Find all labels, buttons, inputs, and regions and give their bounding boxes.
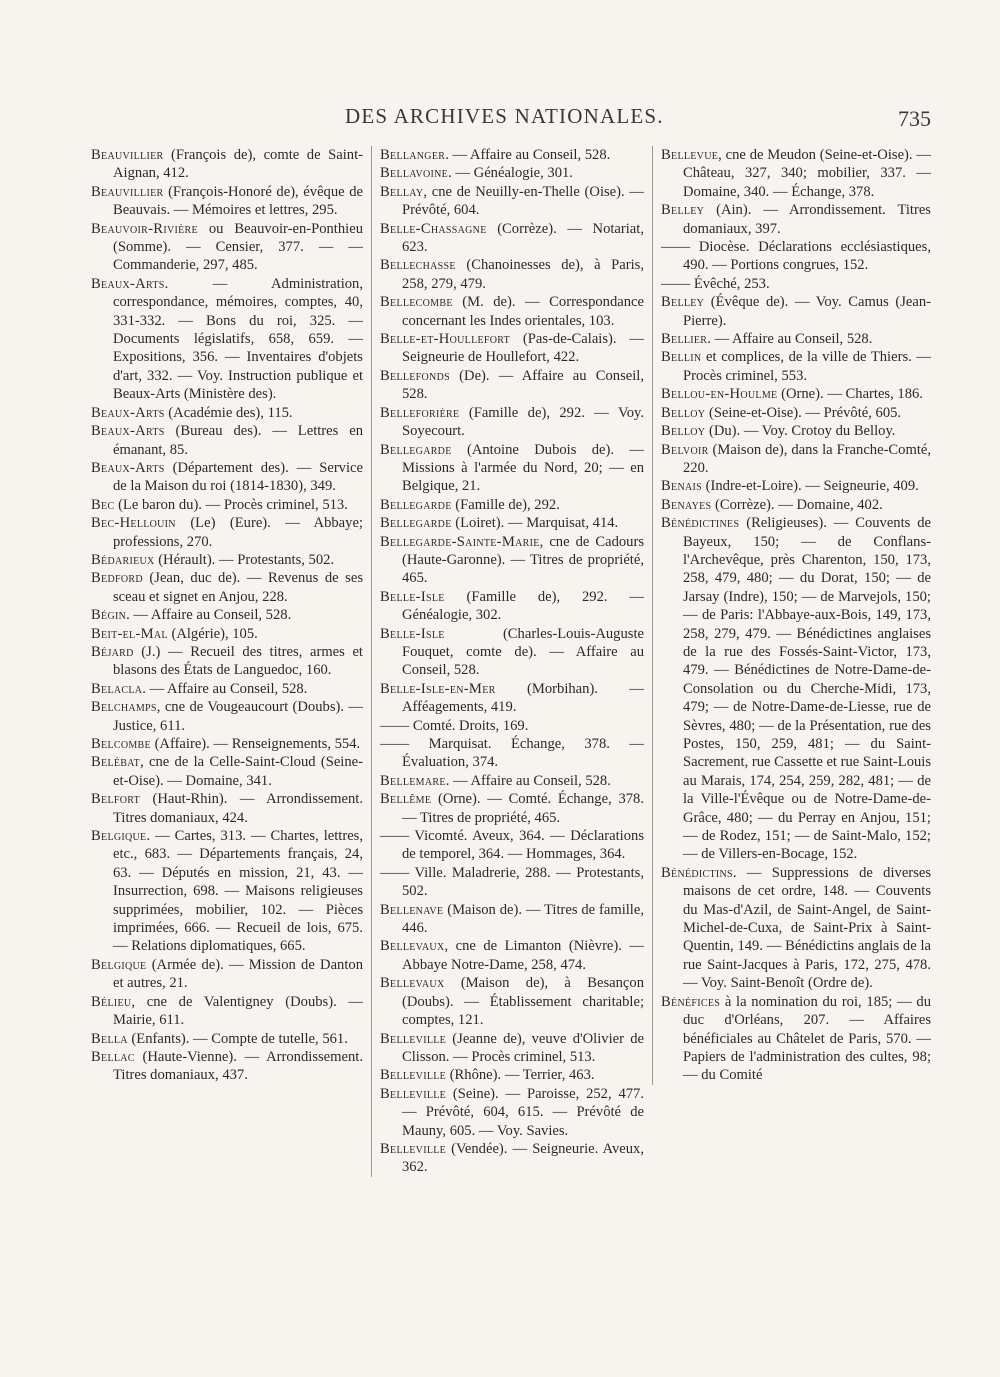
entry-heading: Belleforière — [380, 404, 460, 421]
entry-heading: Belleville — [380, 1085, 447, 1102]
entry-heading: Belchamps — [91, 699, 157, 716]
entry-text: (Ain). — Arrondissement. Titres domaniaux, 397. — [683, 202, 931, 237]
entry-heading: Belley — [661, 294, 705, 311]
entry-heading: Bénéfices — [661, 993, 721, 1010]
entry-heading: Bellegarde — [380, 496, 452, 513]
index-entry — [91, 753, 363, 790]
index-entry — [91, 735, 363, 753]
entry-heading: Bellavoine — [380, 165, 449, 182]
index-entry — [91, 569, 363, 606]
entry-text: (Corrèze). — Domaine, 402. — [711, 496, 883, 513]
index-entry — [380, 937, 644, 974]
index-entry — [91, 514, 363, 551]
index-entry — [91, 698, 363, 735]
entry-heading: Belacla — [91, 680, 143, 697]
index-entry — [91, 606, 363, 624]
index-entry — [91, 993, 363, 1030]
entry-text: , cne de Meudon (Seine-et-Oise). — Château, 327, 340; mobilier, 337. — Domaine, 340. — Échange, 378. — [683, 147, 931, 200]
index-entry — [91, 680, 363, 698]
entry-text: (Famille de), 292. — [451, 496, 560, 513]
entry-text: —— Évêché, 253. — [661, 275, 770, 292]
entry-text: (Famille de), 292. — Voy. Soyecourt. — [402, 404, 644, 440]
entry-text: . — Généalogie, 301. — [448, 165, 573, 182]
entry-text: , cne de Limanton (Nièvre). — Abbaye Notre-Dame, 258, 474. — [402, 938, 644, 973]
index-entry — [661, 293, 931, 330]
entry-text: (Évêque de). — Voy. Camus (Jean-Pierre). — [683, 294, 931, 329]
entry-text: (Orne). — Chartes, 186. — [777, 386, 923, 403]
entry-text: (Seine). — Paroisse, 252, 477. — Prévôté, 604, 615. — Prévôté de Mauny, 605. — Voy. Savies. — [402, 1085, 644, 1139]
entry-text: (Seine-et-Oise). — Prévôté, 605. — [705, 404, 902, 421]
entry-text: (Jeanne de), veuve d'Olivier de Clisson. — Procès criminel, 513. — [402, 1030, 644, 1065]
index-entry — [661, 330, 931, 348]
index-entry — [91, 551, 363, 569]
index-entry — [91, 1048, 363, 1085]
index-entry — [661, 864, 931, 993]
index-entry — [661, 422, 931, 440]
index-entry — [380, 772, 644, 790]
index-entry — [380, 827, 644, 864]
entry-text: (Haut-Rhin). — Arrondissement. Titres domaniaux, 424. — [113, 791, 363, 826]
entry-text: . — Affaire au Conseil, 528. — [707, 331, 873, 348]
entry-text: —— Vicomté. Aveux, 364. — Déclarations de temporel, 364. — Hommages, 364. — [380, 828, 644, 863]
running-title: DES ARCHIVES NATIONALES. — [345, 104, 664, 128]
entry-heading: Bellac — [91, 1048, 135, 1065]
index-entry — [380, 533, 644, 588]
index-entry — [380, 146, 644, 164]
index-entry — [380, 790, 644, 827]
entry-text: (Antoine Dubois de). — Missions à l'armée du Nord, 20; — en Belgique, 21. — [402, 441, 644, 495]
entry-text: (Académie des), 115. — [164, 404, 293, 421]
entry-text: (Maison de). — Titres de famille, 446. — [402, 901, 644, 937]
index-entry — [380, 974, 644, 1029]
index-entry — [661, 496, 931, 514]
entry-heading: Beaux-Arts — [91, 459, 165, 476]
index-entry — [661, 146, 931, 201]
entry-heading: Belgique — [91, 956, 147, 973]
index-entry — [380, 441, 644, 496]
entry-heading: Belle-et-Houllefort — [380, 331, 511, 348]
entry-text: . — Affaire au Conseil, 528. — [142, 680, 308, 697]
entry-text: (Algérie), 105. — [167, 625, 258, 642]
index-entry — [661, 477, 931, 495]
entry-heading: Belle-Chassagne — [380, 220, 487, 237]
entry-heading: Bellemare — [380, 772, 446, 789]
entry-text: (De). — Affaire au Conseil, 528. — [402, 367, 644, 403]
entry-text: , cne de Neuilly-en-Thelle (Oise). — Prévôté, 604. — [402, 183, 644, 219]
entry-text: , cne de Cadours (Haute-Garonne). — Titres de propriété, 465. — [402, 533, 644, 587]
entry-text: (Vendée). — Seigneurie. Aveux, 362. — [402, 1140, 644, 1176]
index-entry — [380, 864, 644, 901]
entry-heading: Bellier — [661, 331, 708, 348]
entry-heading: Bellegarde-Sainte-Marie — [380, 533, 540, 550]
entry-heading: Bec-Hellouin — [91, 515, 176, 532]
entry-text: ou Beauvoir-en-Ponthieu (Somme). — Censier, 377. — — Commanderie, 297, 485. — [113, 220, 363, 274]
entry-heading: Belébat — [91, 754, 141, 771]
index-entry — [380, 256, 644, 293]
entry-heading: Bellevue — [661, 147, 719, 163]
entry-heading: Belle-Isle — [380, 625, 445, 642]
entry-text: . — Affaire au Conseil, 528. — [126, 607, 292, 624]
index-entry — [380, 514, 644, 532]
entry-heading: Beaux-Arts — [91, 423, 165, 440]
entry-text: à la nomination du roi, 185; — du duc d'Orléans, 207. — Affaires bénéficiales au Châtelet de Paris, 570. — Papiers de l'administration des cultes, 98; — du Comité — [683, 993, 931, 1084]
index-entry — [91, 183, 363, 220]
page-header — [0, 104, 1000, 144]
entry-heading: Bélieu — [91, 993, 132, 1010]
entry-text: . — Administration, correspondance, mémoires, comptes, 40, 331-332. — Bons du roi, 325. — Documents législatifs, 658, 659. — Expositions, 356. — Inventaires d'objets d'art, 332. — Voy. Instruction publique et Beaux-Arts (Ministère des). — [113, 275, 363, 403]
entry-heading: Bedford — [91, 570, 143, 587]
index-entry — [91, 275, 363, 404]
entry-heading: Bellin — [661, 349, 702, 366]
index-entry — [661, 201, 931, 238]
entry-text: . — Suppressions de diverses maisons de cet ordre, 148. — Couvents du Mas-d'Azil, de Saint-Angel, de Saint-Michel-de-Cuxa, de Saint-Prix à Saint-Quentin, 149. — Bénédictins anglais de la rue Saint-Jacques à Paris, 172, 275, 478. — Voy. Saint-Benoît (Ordre de). — [683, 864, 931, 992]
entry-heading: Bellegarde — [380, 515, 452, 532]
index-entry — [661, 275, 931, 293]
entry-text: (Charles-Louis-Auguste Fouquet, comte de). — Affaire au Conseil, 528. — [402, 625, 644, 679]
entry-text: (Maison de), à Besançon (Doubs). — Établissement charitable; comptes, 121. — [402, 975, 644, 1029]
entry-heading: Bellay — [380, 183, 424, 200]
entry-heading: Beauvillier — [91, 147, 164, 163]
entry-heading: Benais — [661, 478, 702, 495]
entry-heading: Belloy — [661, 404, 706, 421]
index-entry — [91, 956, 363, 993]
index-entry — [380, 625, 644, 680]
index-entry — [380, 1066, 644, 1084]
index-entry — [91, 1030, 363, 1048]
entry-heading: Béjard — [91, 643, 134, 660]
entry-heading: Beauvillier — [91, 183, 164, 200]
entry-heading: Belley — [661, 202, 705, 219]
entry-text: (Orne). — Comté. Échange, 378. — Titres de propriété, 465. — [402, 791, 644, 826]
entry-heading: Belfort — [91, 791, 141, 808]
entry-heading: Bellevaux — [380, 975, 445, 992]
index-entry — [380, 735, 644, 772]
entry-text: (Jean, duc de). — Revenus de ses sceau et signet en Anjou, 228. — [113, 570, 363, 605]
entry-text: (Armée de). — Mission de Danton et autres, 21. — [113, 956, 363, 992]
entry-text: (Département des). — Service de la Maison du roi (1814-1830), 349. — [113, 459, 363, 495]
index-entry — [91, 827, 363, 956]
entry-text: et complices, de la ville de Thiers. — Procès criminel, 553. — [683, 349, 931, 384]
index-entry — [91, 422, 363, 459]
entry-text: . — Cartes, 313. — Chartes, lettres, etc., 683. — Départements français, 24, 63. — Députés en mission, 21, 43. — Insurrection, 698. — Maisons religieuses supprimées, mobilier, 102. — Pièces imprimées, 666. — Recueil de lois, 675. — Relations diplomatiques, 665. — [113, 828, 363, 955]
index-entry — [91, 220, 363, 275]
index-entry — [380, 1030, 644, 1067]
entry-text: (Haute-Vienne). — Arrondissement. Titres domaniaux, 437. — [113, 1048, 363, 1084]
entry-heading: Bellême — [380, 791, 432, 808]
entry-text: (Enfants). — Compte de tutelle, 561. — [127, 1030, 348, 1047]
entry-heading: Belloy — [661, 423, 706, 440]
entry-text: (Pas-de-Calais). — Seigneurie de Houllefort, 422. — [402, 331, 644, 366]
entry-text: , cne de la Celle-Saint-Cloud (Seine-et-Oise). — Domaine, 341. — [113, 754, 363, 789]
entry-text: , cne de Valentigney (Doubs). — Mairie, 611. — [113, 993, 363, 1029]
index-entry — [380, 404, 644, 441]
entry-heading: Bec — [91, 496, 115, 513]
index-entry — [380, 717, 644, 735]
entry-text: . — Affaire au Conseil, 528. — [445, 147, 611, 163]
entry-text: (Corrèze). — Notariat, 623. — [402, 220, 644, 256]
entry-text: (Hérault). — Protestants, 502. — [154, 551, 335, 568]
index-entry — [380, 1085, 644, 1140]
entry-text: , cne de Vougeaucourt (Doubs). — Justice, 611. — [113, 699, 363, 734]
entry-heading: Belgique — [91, 828, 147, 845]
entry-heading: Bénédictins — [661, 864, 733, 881]
entry-heading: Bellenave — [380, 901, 444, 918]
index-entry — [91, 790, 363, 827]
entry-heading: Beauvoir-Rivière — [91, 220, 198, 237]
entry-heading: Bellecombe — [380, 294, 453, 311]
entry-text: (Morbihan). — Afféagements, 419. — [402, 680, 644, 716]
entry-text: —— Ville. Maladrerie, 288. — Protestants, 502. — [380, 864, 644, 900]
index-entry — [380, 496, 644, 514]
index-entry — [91, 625, 363, 643]
entry-text: (Maison de), dans la Franche-Comté, 220. — [683, 441, 931, 476]
index-entry — [91, 496, 363, 514]
index-entry — [661, 238, 931, 275]
index-entry — [91, 146, 363, 183]
entry-text: (Bureau des). — Lettres en émanant, 85. — [113, 423, 363, 458]
entry-heading: Benayes — [661, 496, 712, 513]
entry-heading: Bella — [91, 1030, 128, 1047]
entry-text: (Famille de), 292. — Généalogie, 302. — [402, 588, 644, 624]
entry-heading: Belleville — [380, 1067, 447, 1084]
entry-heading: Beaux-Arts — [91, 275, 165, 292]
entry-heading: Beit-el-Mal — [91, 625, 168, 642]
entry-heading: Belle-Isle-en-Mer — [380, 680, 496, 697]
entry-text: (Religieuses). — Couvents de Bayeux, 150; — de Conflans-l'Archevêque, près Charenton, 150, 173, 258, 479, 480; — du Dorat, 150; — de Jarsay (Indre), 150; — de Marvejols, 150; — de Paris: l'Abbaye-aux-Bois, 149, 173, 258, 279, 479. — Bénédictines anglaises de la rue des Fossés-Saint-Victor, 173, 479. — Bénédictines de Notre-Dame-de-Consolation ou du Cherche-Midi, 173, 479; — de Notre-Dame-de-Liesse, rue de Sèvres, 480; — de la Présentation, rue des Postes, 150, 259, 481; — du Saint-Sacrement, rue Cassette et rue Saint-Louis au Marais, 174, 254, 259, 282, 481; — de la Ville-l'Évêque ou de Notre-Dame-de-Grâce, 480; — du Perray en Anjou, 151; — de Rodez, 151; — de Saint-Malo, 152; — de Villers-en-Bocage, 152. — [683, 515, 932, 863]
entry-text: (Le baron du). — Procès criminel, 513. — [114, 496, 348, 513]
index-entry — [380, 680, 644, 717]
entry-heading: Bellou-en-Houlme — [661, 386, 778, 403]
index-entry — [661, 993, 931, 1085]
entry-text: (Indre-et-Loire). — Seigneurie, 409. — [701, 478, 919, 495]
index-entry — [661, 385, 931, 403]
entry-heading: Bellegarde — [380, 441, 452, 458]
entry-text: (Affaire). — Renseignements, 554. — [150, 736, 361, 752]
index-entry — [380, 293, 644, 330]
entry-heading: Bégin — [91, 607, 127, 624]
index-entry — [661, 404, 931, 422]
entry-heading: Bénédictines — [661, 515, 740, 532]
entry-heading: Belle-Isle — [380, 588, 445, 605]
index-column-1 — [91, 146, 363, 1085]
entry-text: (Le) (Eure). — Abbaye; professions, 270. — [113, 515, 363, 550]
entry-heading: Belleville — [380, 1140, 447, 1157]
entry-heading: Belleville — [380, 1030, 447, 1047]
entry-heading: Bellefonds — [380, 367, 450, 384]
index-entry — [661, 441, 931, 478]
entry-text: —— Marquisat. Échange, 378. — Évaluation, 374. — [380, 736, 644, 771]
entry-text: (J.) — Recueil des titres, armes et blasons des États de Languedoc, 160. — [113, 643, 363, 679]
index-entry — [91, 459, 363, 496]
entry-heading: Bellanger — [380, 147, 446, 163]
index-entry — [380, 183, 644, 220]
entry-text: . — Affaire au Conseil, 528. — [445, 772, 611, 789]
entry-text: (Rhône). — Terrier, 463. — [446, 1067, 595, 1084]
entry-text: —— Diocèse. Déclarations ecclésiastiques, 490. — Portions congrues, 152. — [661, 239, 931, 274]
index-column-2 — [371, 146, 644, 1177]
entry-text: (Du). — Voy. Crotoy du Belloy. — [705, 423, 896, 440]
index-entry — [380, 164, 644, 182]
entry-text: (François-Honoré de), évêque de Beauvais. — Mémoires et lettres, 295. — [113, 183, 363, 219]
entry-heading: Bédarieux — [91, 551, 155, 568]
entry-heading: Belcombe — [91, 736, 151, 752]
entry-text: (Loiret). — Marquisat, 414. — [451, 515, 619, 532]
index-entry — [380, 367, 644, 404]
entry-text: (Chanoinesses de), à Paris, 258, 279, 479. — [402, 257, 644, 292]
entry-heading: Bellevaux — [380, 938, 445, 955]
index-entry — [661, 348, 931, 385]
entry-text: (François de), comte de Saint-Aignan, 412. — [113, 147, 363, 182]
index-entry — [91, 404, 363, 422]
index-entry — [380, 901, 644, 938]
index-entry — [91, 643, 363, 680]
index-entry — [380, 1140, 644, 1177]
entry-heading: Belvoir — [661, 441, 709, 458]
index-entry — [380, 220, 644, 257]
entry-text: (M. de). — Correspondance concernant les Indes orientales, 103. — [402, 294, 644, 329]
index-entry — [380, 588, 644, 625]
index-entry — [380, 330, 644, 367]
entry-text: —— Comté. Droits, 169. — [380, 717, 529, 734]
entry-heading: Beaux-Arts — [91, 404, 165, 421]
index-column-3 — [652, 146, 931, 1085]
index-entry — [661, 514, 931, 864]
page-number: 735 — [898, 106, 931, 131]
entry-heading: Bellechasse — [380, 257, 456, 274]
